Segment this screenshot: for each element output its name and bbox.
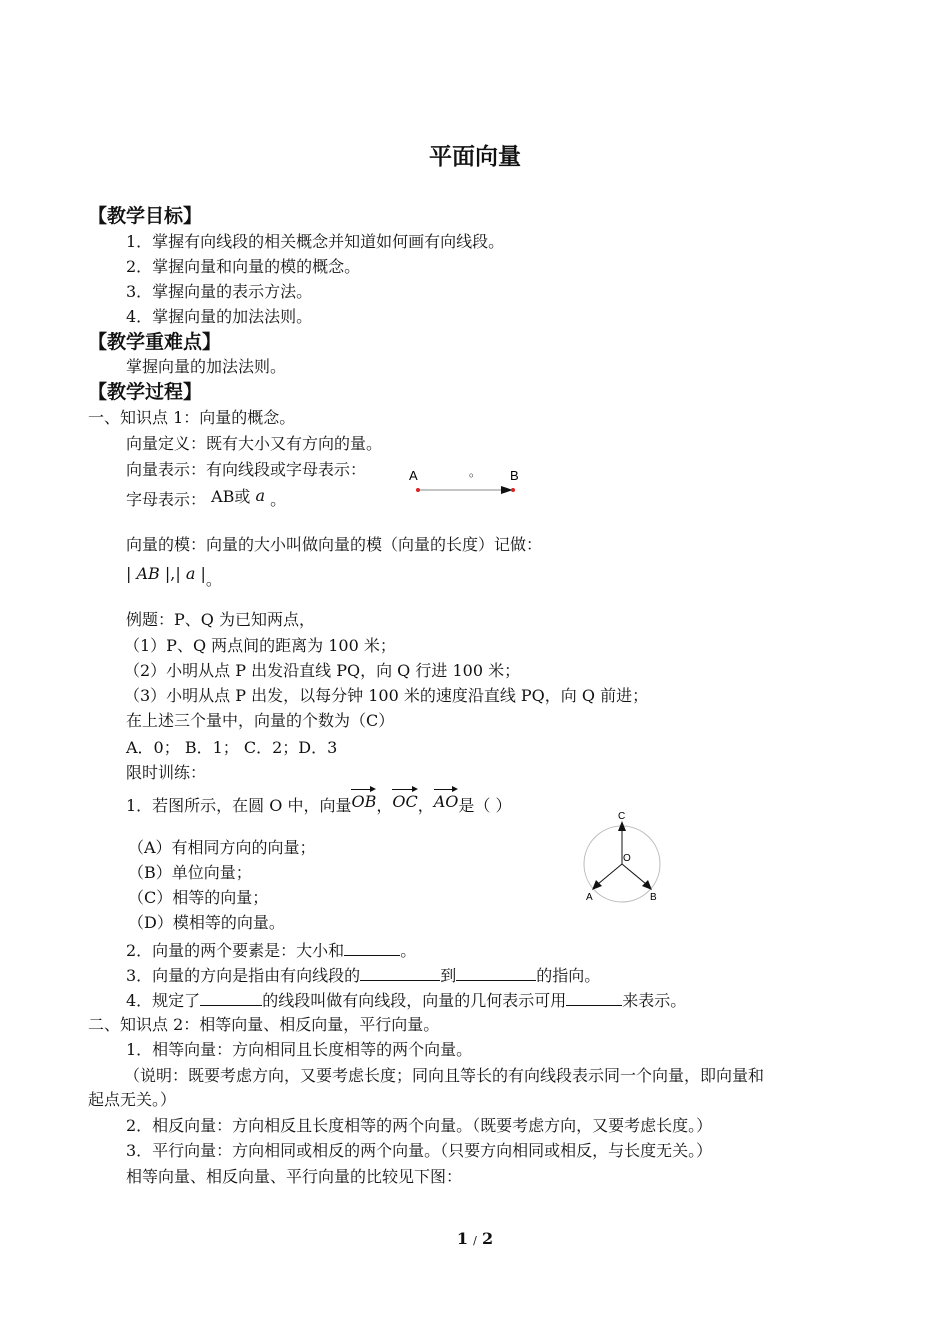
drill-question-3: 3．向量的方向是指由有向线段的 到 的指向。 [126, 966, 601, 985]
example-intro: 例题：P、Q 为已知两点， [126, 610, 315, 629]
directed-segment-figure [405, 462, 535, 496]
label-c: C [618, 811, 626, 822]
vector-ob: OB [351, 792, 377, 811]
process-heading: 【教学过程】 [88, 381, 203, 403]
modulus-ab: | AB | [126, 564, 171, 583]
letter-a: a [255, 486, 266, 505]
example-item: （1）P、Q 两点间的距离为 100 米； [124, 636, 396, 655]
circle-vector-figure [578, 806, 670, 906]
goal-item: 3．掌握向量的表示方法。 [126, 282, 313, 301]
letter-representation: 字母表示： AB或 a 。 [126, 486, 287, 509]
modulus-definition: 向量的模：向量的大小叫做向量的模（向量的长度）记做： [126, 535, 543, 554]
vector-oa-line [598, 864, 622, 884]
note-line-1: （说明：既要考虑方向，又要考虑长度；同向且等长的有向线段表示同一个向量，即向量和 [124, 1066, 765, 1085]
vector-ao: AO [433, 792, 459, 811]
label-b: B [650, 892, 657, 903]
drill-option: （D）模相等的向量。 [128, 913, 285, 932]
page-separator: / [473, 1234, 477, 1247]
page-total: 2 [481, 1229, 494, 1248]
page-footer [0, 1229, 950, 1248]
drill-option: （A）有相同方向的向量； [128, 838, 316, 857]
drill-option: （B）单位向量； [128, 863, 252, 882]
vector-definition: 向量定义：既有大小又有方向的量。 [126, 434, 383, 453]
blank-line [566, 989, 622, 1006]
drill-label: 限时训练： [126, 763, 207, 782]
example-options: A．0； B．1； C．2；D．3 [126, 738, 338, 757]
example-item: （3）小明从点 P 出发，以每分钟 100 米的速度沿直线 PQ，向 Q 前进； [124, 686, 649, 705]
label-o: O [623, 853, 631, 864]
goal-item: 2．掌握向量和向量的模的概念。 [126, 257, 361, 276]
vector-ob-line [622, 864, 646, 884]
representation-text: 向量表示：有向线段或字母表示： [126, 460, 367, 479]
goals-heading: 【教学目标】 [88, 205, 203, 227]
vector-oc: OC [392, 792, 418, 811]
point-b-label: B [510, 468, 519, 483]
blank-line [456, 964, 536, 981]
modulus-notation: | AB |,| a |。 [126, 564, 222, 589]
drill-option: （C）相等的向量； [128, 888, 269, 907]
blank-line [344, 939, 400, 956]
drill-question-2: 2．向量的两个要素是：大小和 。 [126, 941, 417, 960]
comparison-intro: 相等向量、相反向量、平行向量的比较见下图： [126, 1167, 463, 1186]
example-item: （2）小明从点 P 出发沿直线 PQ，向 Q 行进 100 米； [124, 661, 521, 680]
drill-question-1: 1．若图所示，在圆 O 中，向量OB，OC，AO是（ ） [126, 792, 512, 815]
blank-line [200, 989, 262, 1006]
representation-tail: 。 [469, 465, 482, 479]
equal-vectors: 1．相等向量：方向相同且长度相等的两个向量。 [126, 1040, 473, 1059]
page-title: 平面向量 [429, 144, 521, 170]
kp2-heading: 二、知识点 2：相等向量、相反向量，平行向量。 [88, 1015, 440, 1034]
note-line-2: 起点无关。） [88, 1090, 177, 1109]
parallel-vectors: 3．平行向量：方向相同或相反的两个向量。（只要方向相同或相反，与长度无关。） [126, 1141, 713, 1160]
modulus-a: | a | [175, 564, 206, 583]
key-heading: 【教学重难点】 [88, 331, 222, 353]
key-text: 掌握向量的加法法则。 [126, 357, 287, 376]
goal-item: 1．掌握有向线段的相关概念并知道如何画有向线段。 [126, 232, 505, 251]
point-a-label: A [409, 468, 418, 483]
vector-representation [126, 460, 366, 480]
label-a: A [586, 892, 593, 903]
letter-ab: AB [211, 487, 235, 506]
drill-question-4: 4．规定了 的线段叫做有向线段，向量的几何表示可用 来表示。 [126, 991, 687, 1010]
point-b-dot [511, 488, 515, 492]
blank-line [360, 964, 440, 981]
page-number: 1 [456, 1229, 469, 1248]
goal-item: 4．掌握向量的加法法则。 [126, 307, 313, 326]
opposite-vectors: 2．相反向量：方向相反且长度相等的两个向量。（既要考虑方向，又要考虑长度。） [126, 1116, 713, 1135]
point-a-dot [416, 488, 420, 492]
kp1-heading: 一、知识点 1：向量的概念。 [88, 408, 296, 427]
example-question: 在上述三个量中，向量的个数为（C） [126, 711, 395, 730]
